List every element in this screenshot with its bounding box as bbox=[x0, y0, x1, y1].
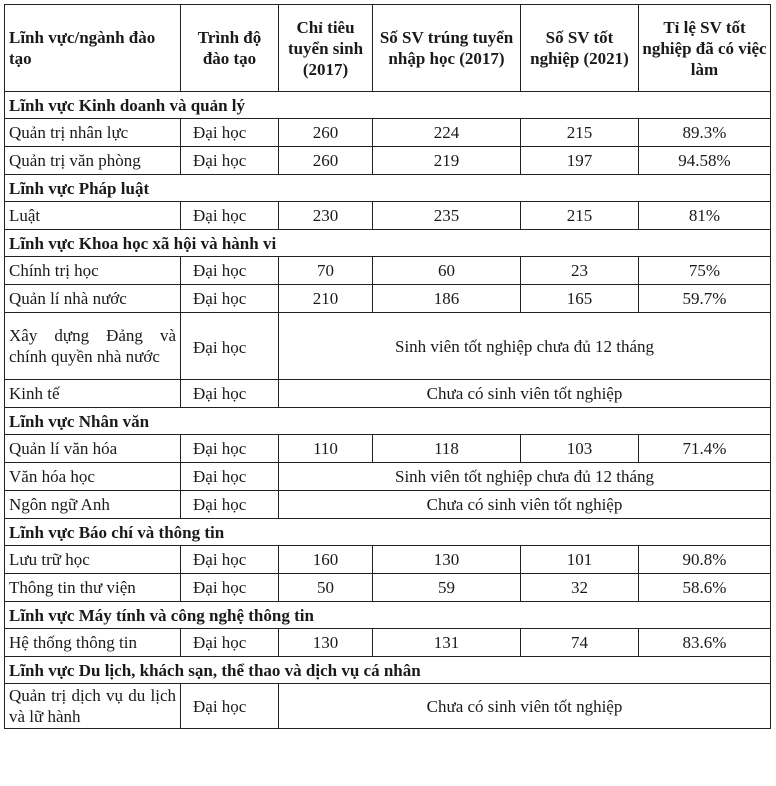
cell-level: Đại học bbox=[181, 546, 279, 574]
cell-admitted: 59 bbox=[373, 574, 521, 602]
cell-quota: 110 bbox=[279, 435, 373, 463]
cell-employed: 71.4% bbox=[639, 435, 771, 463]
cell-graduated: 32 bbox=[521, 574, 639, 602]
category-label: Lĩnh vực Pháp luật bbox=[5, 175, 771, 202]
category-label: Lĩnh vực Máy tính và công nghệ thông tin bbox=[5, 602, 771, 629]
cell-name: Kinh tế bbox=[5, 380, 181, 408]
cell-name: Ngôn ngữ Anh bbox=[5, 491, 181, 519]
cell-admitted: 131 bbox=[373, 629, 521, 657]
cell-admitted: 186 bbox=[373, 285, 521, 313]
cell-level: Đại học bbox=[181, 380, 279, 408]
table-row bbox=[5, 380, 771, 408]
cell-note: Sinh viên tốt nghiệp chưa đủ 12 tháng bbox=[279, 463, 771, 491]
table-header-row bbox=[5, 5, 771, 92]
header-quota: Chỉ tiêu tuyển sinh (2017) bbox=[279, 5, 373, 92]
cell-employed: 89.3% bbox=[639, 119, 771, 147]
cell-employed: 59.7% bbox=[639, 285, 771, 313]
cell-employed: 58.6% bbox=[639, 574, 771, 602]
cell-name: Luật bbox=[5, 202, 181, 230]
cell-graduated: 74 bbox=[521, 629, 639, 657]
cell-level: Đại học bbox=[181, 285, 279, 313]
training-statistics-table bbox=[4, 4, 771, 729]
cell-quota: 70 bbox=[279, 257, 373, 285]
header-admitted: Số SV trúng tuyển nhập học (2017) bbox=[373, 5, 521, 92]
cell-graduated: 197 bbox=[521, 147, 639, 175]
cell-admitted: 235 bbox=[373, 202, 521, 230]
category-row bbox=[5, 92, 771, 119]
cell-note: Sinh viên tốt nghiệp chưa đủ 12 tháng bbox=[279, 313, 771, 380]
table-row bbox=[5, 463, 771, 491]
table-row bbox=[5, 684, 771, 729]
cell-admitted: 60 bbox=[373, 257, 521, 285]
cell-level: Đại học bbox=[181, 491, 279, 519]
table-row bbox=[5, 491, 771, 519]
document-page bbox=[4, 4, 770, 729]
category-label: Lĩnh vực Kinh doanh và quản lý bbox=[5, 92, 771, 119]
cell-name: Quản trị dịch vụ du lịch và lữ hành bbox=[5, 684, 181, 729]
table-row bbox=[5, 629, 771, 657]
cell-graduated: 165 bbox=[521, 285, 639, 313]
header-graduated: Số SV tốt nghiệp (2021) bbox=[521, 5, 639, 92]
cell-quota: 260 bbox=[279, 119, 373, 147]
table-row bbox=[5, 147, 771, 175]
table-row bbox=[5, 257, 771, 285]
cell-level: Đại học bbox=[181, 574, 279, 602]
cell-quota: 50 bbox=[279, 574, 373, 602]
cell-admitted: 118 bbox=[373, 435, 521, 463]
cell-level: Đại học bbox=[181, 119, 279, 147]
category-row bbox=[5, 175, 771, 202]
cell-employed: 81% bbox=[639, 202, 771, 230]
cell-admitted: 130 bbox=[373, 546, 521, 574]
cell-quota: 130 bbox=[279, 629, 373, 657]
cell-employed: 94.58% bbox=[639, 147, 771, 175]
cell-level: Đại học bbox=[181, 202, 279, 230]
cell-employed: 83.6% bbox=[639, 629, 771, 657]
cell-level: Đại học bbox=[181, 313, 279, 380]
category-row bbox=[5, 230, 771, 257]
cell-name: Quản trị nhân lực bbox=[5, 119, 181, 147]
category-row bbox=[5, 602, 771, 629]
header-employed: Tỉ lệ SV tốt nghiệp đã có việc làm bbox=[639, 5, 771, 92]
table-row bbox=[5, 202, 771, 230]
cell-admitted: 224 bbox=[373, 119, 521, 147]
cell-graduated: 103 bbox=[521, 435, 639, 463]
cell-employed: 75% bbox=[639, 257, 771, 285]
cell-name: Lưu trữ học bbox=[5, 546, 181, 574]
table-row bbox=[5, 574, 771, 602]
cell-level: Đại học bbox=[181, 684, 279, 729]
cell-quota: 230 bbox=[279, 202, 373, 230]
cell-employed: 90.8% bbox=[639, 546, 771, 574]
cell-note: Chưa có sinh viên tốt nghiệp bbox=[279, 380, 771, 408]
category-label: Lĩnh vực Khoa học xã hội và hành vi bbox=[5, 230, 771, 257]
cell-name: Văn hóa học bbox=[5, 463, 181, 491]
table-row bbox=[5, 313, 771, 380]
table-row bbox=[5, 119, 771, 147]
category-row bbox=[5, 408, 771, 435]
cell-graduated: 215 bbox=[521, 202, 639, 230]
table-row bbox=[5, 546, 771, 574]
cell-name: Thông tin thư viện bbox=[5, 574, 181, 602]
cell-level: Đại học bbox=[181, 147, 279, 175]
cell-level: Đại học bbox=[181, 435, 279, 463]
category-label: Lĩnh vực Báo chí và thông tin bbox=[5, 519, 771, 546]
category-row bbox=[5, 657, 771, 684]
cell-graduated: 101 bbox=[521, 546, 639, 574]
cell-name: Quản lí nhà nước bbox=[5, 285, 181, 313]
category-label: Lĩnh vực Du lịch, khách sạn, thể thao và dịch vụ cá nhân bbox=[5, 657, 771, 684]
cell-graduated: 23 bbox=[521, 257, 639, 285]
cell-level: Đại học bbox=[181, 257, 279, 285]
table-row bbox=[5, 285, 771, 313]
cell-quota: 210 bbox=[279, 285, 373, 313]
cell-admitted: 219 bbox=[373, 147, 521, 175]
cell-name: Quản trị văn phòng bbox=[5, 147, 181, 175]
category-label: Lĩnh vực Nhân văn bbox=[5, 408, 771, 435]
cell-name: Chính trị học bbox=[5, 257, 181, 285]
table-row bbox=[5, 435, 771, 463]
cell-level: Đại học bbox=[181, 463, 279, 491]
category-row bbox=[5, 519, 771, 546]
cell-graduated: 215 bbox=[521, 119, 639, 147]
cell-note: Chưa có sinh viên tốt nghiệp bbox=[279, 491, 771, 519]
header-field: Lĩnh vực/ngành đào tạo bbox=[5, 5, 181, 92]
cell-name: Xây dựng Đảng và chính quyền nhà nước bbox=[5, 313, 181, 380]
cell-name: Quản lí văn hóa bbox=[5, 435, 181, 463]
cell-quota: 160 bbox=[279, 546, 373, 574]
cell-quota: 260 bbox=[279, 147, 373, 175]
cell-note: Chưa có sinh viên tốt nghiệp bbox=[279, 684, 771, 729]
cell-level: Đại học bbox=[181, 629, 279, 657]
header-level: Trình độ đào tạo bbox=[181, 5, 279, 92]
cell-name: Hệ thống thông tin bbox=[5, 629, 181, 657]
